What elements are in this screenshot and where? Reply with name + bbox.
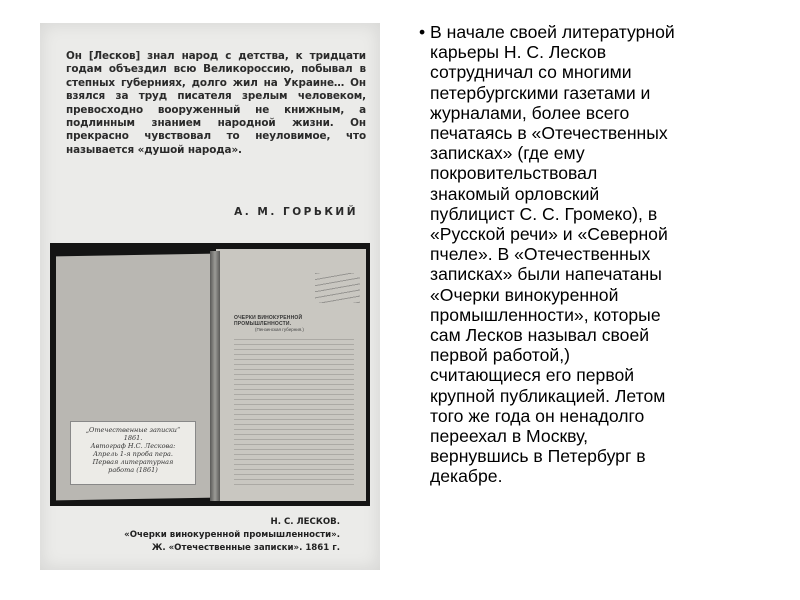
label-line: Автограф Н.С. Лескова: bbox=[90, 442, 176, 450]
label-line: Апрель 1-я проба пера. bbox=[93, 450, 173, 458]
bullet-paragraph bbox=[419, 22, 782, 487]
caption-source: Ж. «Отечественные записки». 1861 г. bbox=[151, 543, 340, 553]
scanned-page bbox=[40, 23, 380, 570]
bullet-body-text: В начале своей литературной карьеры Н. С. Лесков сотрудничал со многими петербургскими газетами и журналами, более всего печатаясь в «Отечественных записках» (где ему покровительствовал знакомый орловский публицист С. С. Громеко), в «Русской речи» и «Северной пчеле». В «Отечественных записках» были напечатаны «Очерки винокуренной промышленности», которые сам Лесков называл своей первой работой,) считающиеся его первой крупной публикацией. Летом того же года он ненадолго переехал в Москву, вернувшись в Петербург в декабре. bbox=[430, 22, 675, 487]
bullet-marker: • bbox=[419, 22, 426, 42]
photo-caption bbox=[100, 516, 340, 555]
label-line: 1861. bbox=[123, 434, 143, 442]
right-page-heading: ОЧЕРКИ ВИНОКУРЕННОЙ ПРОМЫШЛЕННОСТИ. bbox=[234, 315, 303, 327]
right-page-subheading: (Пензенская губерния.) bbox=[255, 327, 304, 332]
label-line: „Отечественные записки“ bbox=[85, 426, 181, 434]
label-line: работа (1861) bbox=[108, 466, 158, 474]
caption-author: Н. С. ЛЕСКОВ. bbox=[270, 517, 340, 527]
handwritten-inscription bbox=[315, 273, 360, 303]
quote-author: А. М. ГОРЬКИЙ bbox=[234, 206, 358, 218]
gorky-quote: Он [Лесков] знал народ с детства, к тридцати годам объездил всю Великороссию, побывал в степных губерниях, долго жил на Украине… Он взялся за труд писателя зрелым человеком, превосходно вооруженный не книжным, а подлинным знанием народной жизни. Он прекрасно чувствовал то неуловимое, что называется «душой народа». bbox=[66, 50, 366, 156]
book-label-card bbox=[70, 421, 196, 485]
label-line: Первая литературная bbox=[92, 458, 174, 466]
right-page-text-block bbox=[234, 339, 354, 489]
book-spine bbox=[210, 251, 220, 501]
book-photo bbox=[50, 243, 370, 506]
caption-title: «Очерки винокуренной промышленности». bbox=[124, 530, 340, 540]
